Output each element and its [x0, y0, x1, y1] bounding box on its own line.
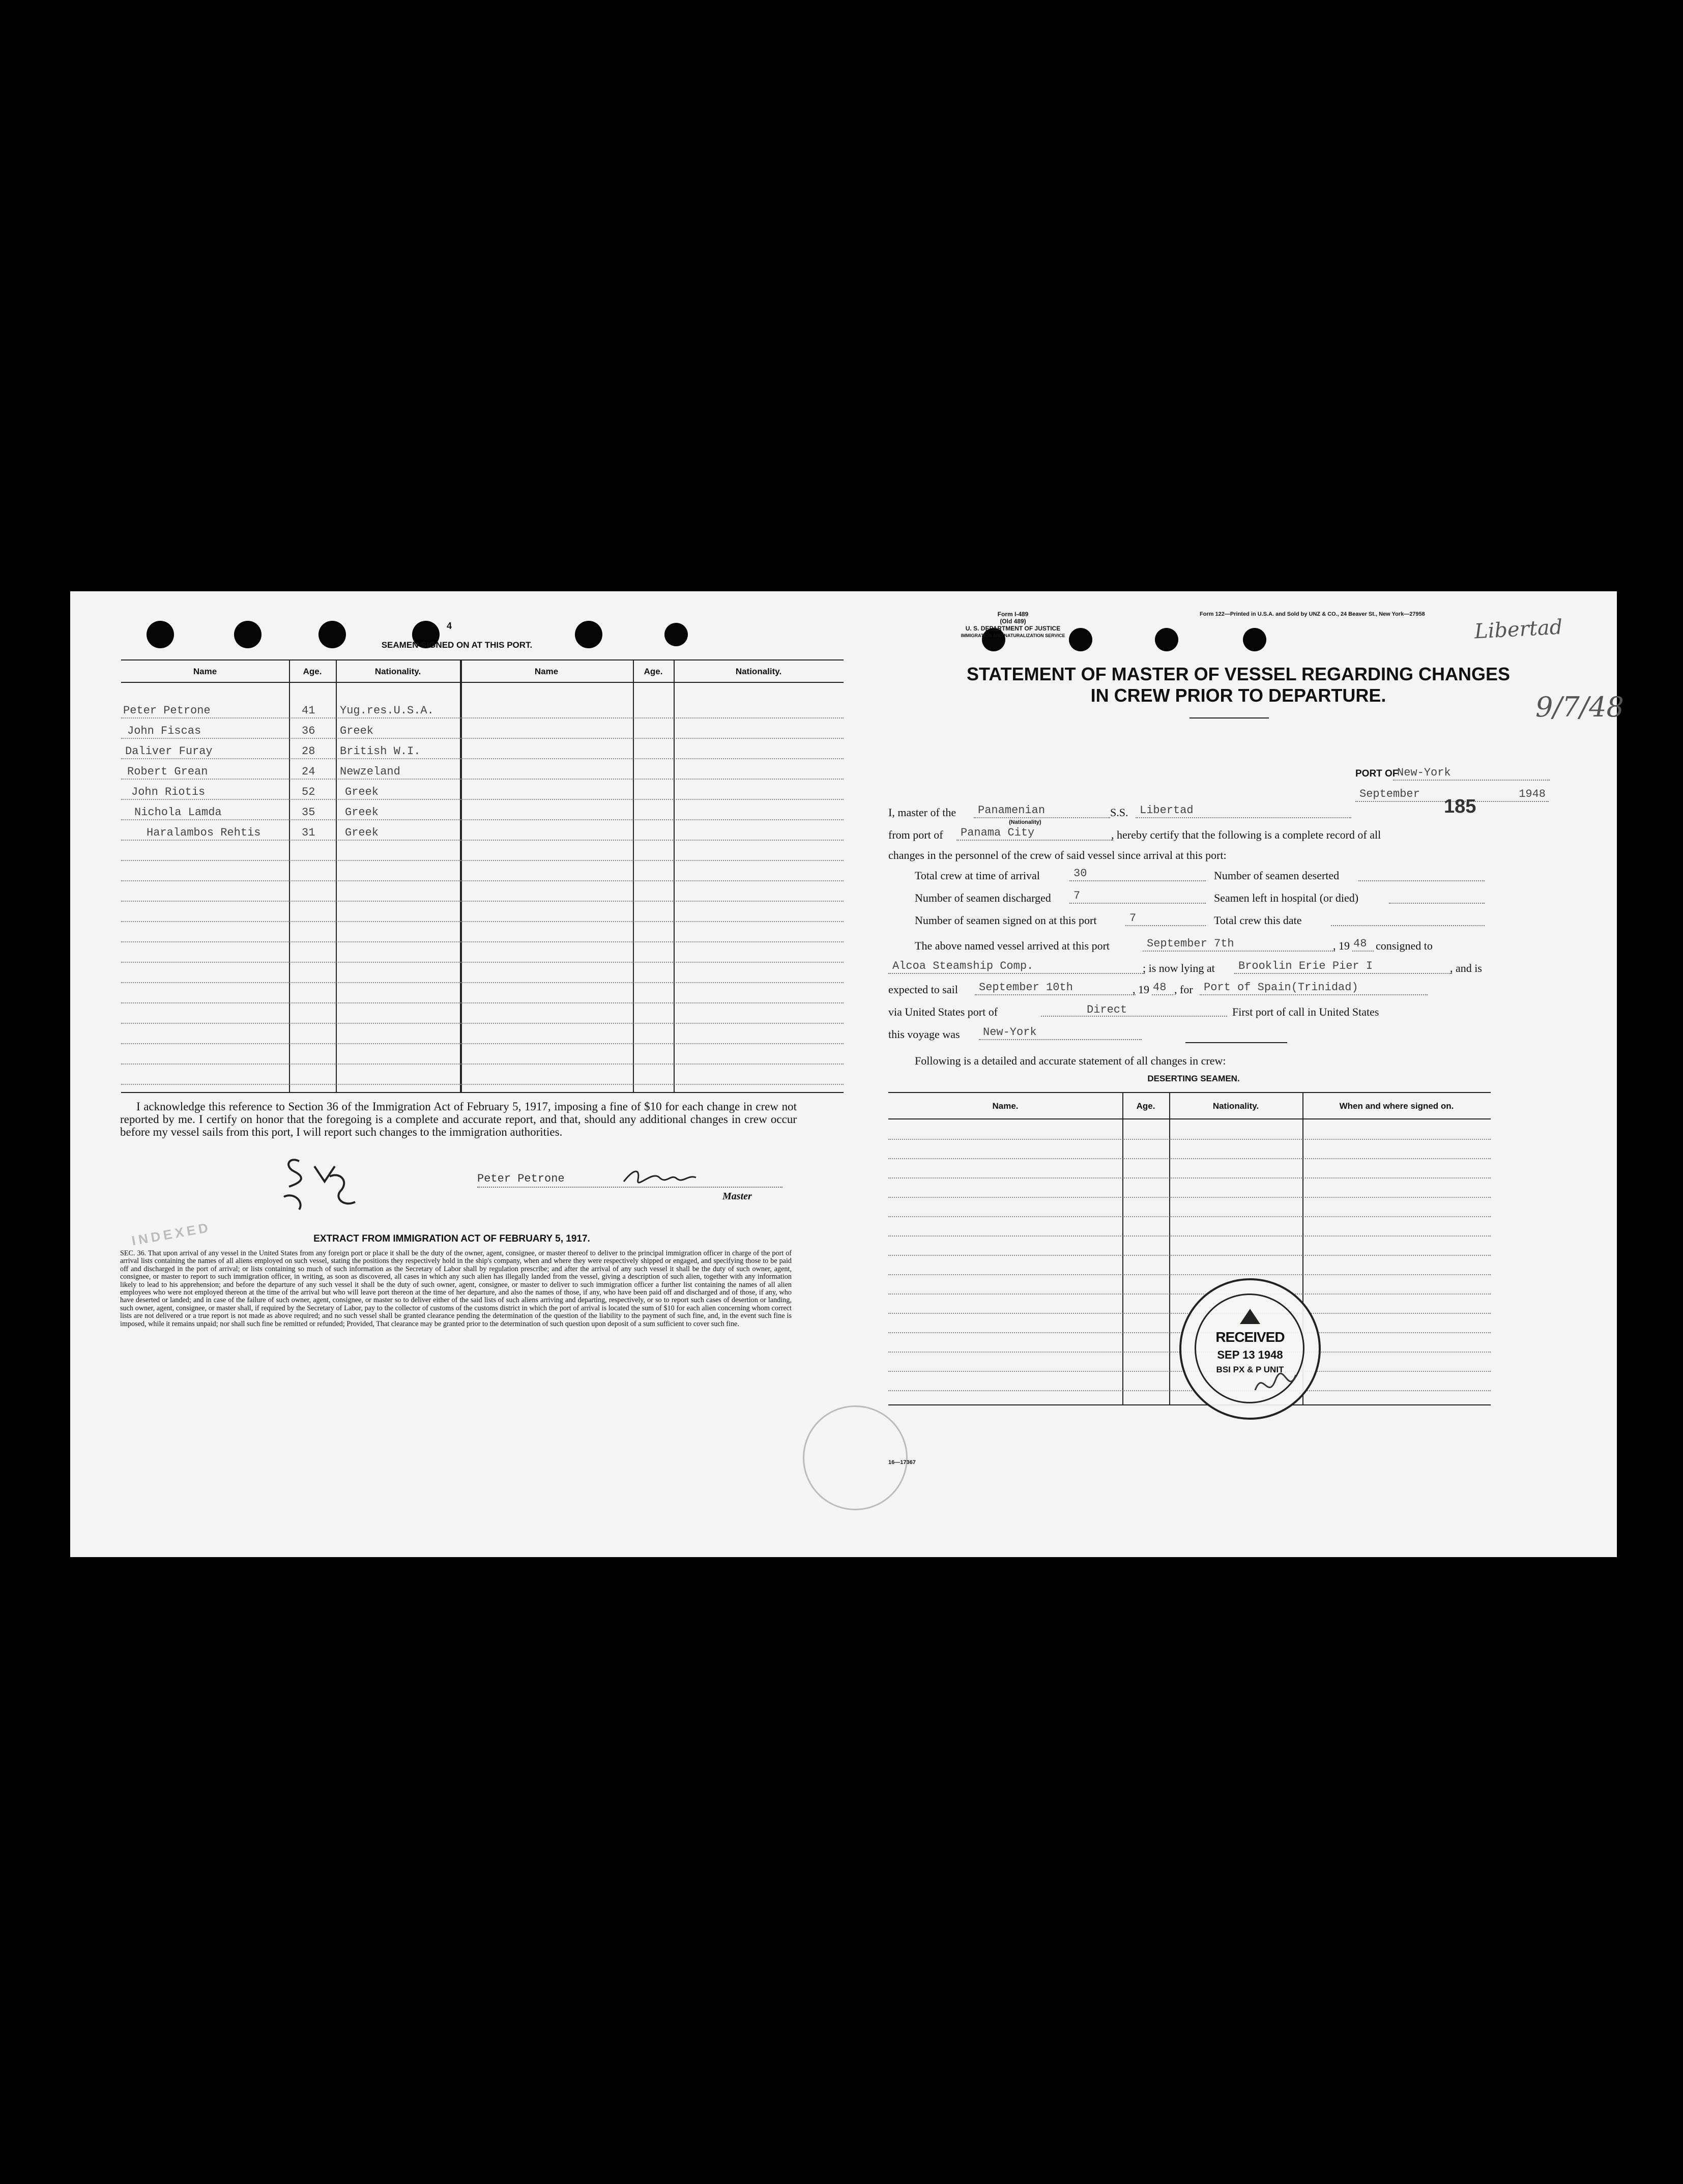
punch-hole	[664, 623, 688, 646]
table-row-rule	[121, 819, 844, 820]
crew-nationality: Greek	[345, 786, 379, 798]
section-title: SEAMEN SIGNED ON AT THIS PORT.	[381, 640, 533, 650]
punch-hole	[1243, 628, 1266, 651]
port-value: New-York	[1393, 766, 1550, 781]
destination-value: Port of Spain(Trinidad)	[1200, 981, 1428, 995]
deserting-title: DESERTING SEAMEN.	[1147, 1074, 1240, 1083]
date-value: September	[1355, 788, 1471, 802]
handwritten-vessel: Libertad	[1473, 615, 1563, 644]
from-port-label: from port of	[888, 828, 943, 841]
faint-stamp	[803, 1405, 908, 1510]
deserted-value	[1358, 867, 1485, 881]
crew-age: 31	[302, 826, 315, 839]
punch-hole	[234, 621, 262, 648]
crew-nationality: Yug.res.U.S.A.	[340, 704, 434, 717]
crew-nationality: Greek	[345, 806, 379, 819]
nationality-value: Panamenian	[974, 804, 1110, 818]
deserting-row-rule	[888, 1274, 1491, 1275]
title-line-2: IN CREW PRIOR TO DEPARTURE.	[1090, 685, 1386, 706]
column-divider	[336, 659, 337, 1092]
title-line-1: STATEMENT OF MASTER OF VESSEL REGARDING CHANGES	[966, 664, 1511, 684]
stamp-date: SEP 13 1948	[1217, 1348, 1283, 1361]
arrived-label: The above named vessel arrived at this port	[915, 939, 1110, 952]
crew-age: 35	[302, 806, 315, 819]
table-row-rule	[121, 962, 844, 963]
table-row-rule	[121, 1084, 844, 1085]
table-row-rule	[121, 921, 844, 922]
deserting-row-rule	[888, 1139, 1491, 1140]
arrived-year-value: 48	[1352, 937, 1374, 952]
master-label: Master	[722, 1191, 752, 1202]
crew-nationality: Greek	[340, 725, 374, 737]
service: IMMIGRATION AND NATURALIZATION SERVICE	[961, 633, 1065, 638]
punch-hole	[1069, 628, 1092, 651]
table-bottom-rule	[121, 1092, 844, 1093]
column-header-nationality: Nationality.	[735, 667, 782, 676]
nationality-caption: (Nationality)	[1009, 819, 1041, 825]
column-divider	[633, 659, 634, 1092]
table-row-rule	[121, 1023, 844, 1024]
acknowledgment-text: I acknowledge this reference to Section 36 of the Immigration Act of February 5, 1917, imposing a fine of $10 for each change in crew not reported by me. I certify on honor that the foregoing is a complete and accurate report, and that, should any additional changes in crew occur before my vessel sails from this port, I will report such changes to the immigration authorities.	[120, 1100, 797, 1138]
consigned-label: consigned to	[1376, 939, 1433, 952]
table-row-rule	[121, 982, 844, 983]
table-row-rule	[121, 758, 844, 759]
signed-on-label: Number of seamen signed on at this port	[915, 914, 1097, 927]
table-top-rule	[121, 659, 844, 660]
table-row-rule	[121, 717, 844, 719]
punch-hole	[147, 621, 174, 648]
expected-label: expected to sail	[888, 983, 958, 996]
crew-nationality: Greek	[345, 826, 379, 839]
and-is-label: , and is	[1450, 962, 1482, 974]
via-value: Direct	[1041, 1003, 1227, 1017]
page-number: 4	[447, 621, 452, 631]
deserting-row-rule	[888, 1177, 1491, 1179]
deserting-row-rule	[888, 1216, 1491, 1217]
handwritten-initials	[269, 1151, 370, 1212]
right-page	[844, 591, 1624, 1557]
deserted-label: Number of seamen deserted	[1214, 869, 1340, 882]
stamp-arrow-icon	[1237, 1309, 1263, 1329]
hospital-label: Seamen left in hospital (or died)	[1214, 892, 1359, 904]
port-label: PORT OF	[1355, 768, 1399, 779]
crew-age: 52	[302, 786, 315, 798]
column-header-age: Age.	[644, 667, 663, 676]
deserting-row-rule	[888, 1390, 1491, 1391]
master-name: Peter Petrone	[477, 1172, 565, 1185]
column-divider	[674, 659, 675, 1092]
crew-age: 36	[302, 725, 315, 737]
number-stamp: 185	[1444, 796, 1476, 817]
extract-title: EXTRACT FROM IMMIGRATION ACT OF FEBRUARY 5, 1917.	[313, 1233, 590, 1244]
total-arrival-label: Total crew at time of arrival	[915, 869, 1040, 882]
following-text: Following is a detailed and accurate statement of all changes in crew:	[915, 1054, 1226, 1067]
discharged-label: Number of seamen discharged	[915, 892, 1051, 904]
department: U. S. DEPARTMENT OF JUSTICE	[965, 625, 1061, 632]
crew-name: Nichola Lamda	[134, 806, 222, 819]
punch-hole	[1155, 628, 1178, 651]
lying-label: ; is now lying at	[1143, 962, 1215, 974]
received-stamp	[1179, 1278, 1321, 1420]
master-signature	[620, 1164, 701, 1188]
certify-text: , hereby certify that the following is a complete record of all	[1111, 828, 1381, 841]
crew-nationality: Newzeland	[340, 765, 400, 778]
table-row-rule	[121, 1064, 844, 1065]
deserting-header-nationality: Nationality.	[1212, 1101, 1259, 1111]
ss-label: S.S.	[1110, 806, 1128, 819]
column-header-name: Name	[193, 667, 217, 676]
stamp-received-word: RECEIVED	[1215, 1329, 1285, 1345]
table-row-rule	[121, 901, 844, 902]
title-underline	[1189, 717, 1269, 719]
deserting-row-rule	[888, 1255, 1491, 1256]
deserting-header-signed-on: When and where signed on.	[1339, 1101, 1454, 1111]
voyage-rule	[1185, 1042, 1287, 1043]
deserting-header-rule	[888, 1118, 1491, 1119]
discharged-value: 7	[1069, 889, 1206, 904]
handwritten-date: 9/7/48	[1535, 691, 1624, 723]
table-row-rule	[121, 738, 844, 739]
crew-nationality: British W.I.	[340, 745, 421, 758]
crew-age: 28	[302, 745, 315, 758]
via-label: via United States port of	[888, 1005, 998, 1018]
hospital-value	[1389, 889, 1485, 904]
deserting-row-rule	[888, 1197, 1491, 1198]
table-row-rule	[121, 799, 844, 800]
deserting-row-rule	[888, 1235, 1491, 1237]
stamp-scribble	[1253, 1370, 1298, 1400]
crew-age: 41	[302, 704, 315, 717]
crew-name: Daliver Furay	[125, 745, 213, 758]
total-arrival-value: 30	[1069, 867, 1206, 881]
form-number-block	[954, 611, 1071, 639]
statute-text: SEC. 36. That upon arrival of any vessel in the United States from any foreign port or place it shall be the duty of the owner, agent, consignee, or master thereof to deliver to the principal immigration officer in charge of the port of arrival lists containing the names of all aliens employed on such vessel, stating the positions they respectively hold in the ship's company, when and where they were respectively shipped or engaged, and specifying those to be paid off and discharged in the port of arrival; or lists containing so much of such information as the Secretary of Labor shall by regulation prescribe; and after the arrival of any such vessel it shall be the duty of such owner, agent, consignee, or master to report to such immigration officer, in writing, as soon as discovered, all cases in which any such alien has illegally landed from the vessel, giving a description of such alien, together with any information likely to lead to his apprehension; and before the departure of any such vessel it shall be the duty of such owner, agent, consignee, or master to deliver to such immigration officer a further list containing the names of all alien employees who were not employed thereon at the time of the arrival but who will leave port thereon at the time of her departure, and also the names of those, if any, who have been paid off and discharged and of those, if any, who have deserted or landed; and in case of the failure of such owner, agent, consignee, or master so to deliver either of the said lists of such aliens arriving and departing, respectively, or so to report such cases of desertion or landing, such owner, agent, consignee, or master shall, if required by the Secretary of Labor, pay to the collector of customs of the customs district in which the port of arrival is located the sum of $10 for each alien concerning whom correct lists are not delivered or a true report is not made as above required; and no such vessel shall be granted clearance pending the determination of the question of the liability to the payment of such fine, and, in the event such fine is imposed, while it remains unpaid; nor shall such fine be remitted or refunded; Provided, That clearance may be granted prior to the determination of such question upon deposit of a sum sufficient to cover such fine.	[120, 1249, 792, 1328]
first-port-label: First port of call in United States	[1232, 1005, 1379, 1018]
for-label: , for	[1174, 983, 1193, 996]
vessel-value: Libertad	[1136, 804, 1351, 818]
crew-name: Robert Grean	[127, 765, 208, 778]
deserting-header-age: Age.	[1136, 1101, 1155, 1111]
signed-on-value: 7	[1125, 912, 1206, 926]
deserting-row-rule	[888, 1294, 1491, 1295]
master-of-label: I, master of the	[888, 806, 956, 819]
document-sheet	[70, 591, 1624, 1557]
table-header-rule	[121, 682, 844, 683]
column-divider	[460, 659, 462, 1092]
arrived-year-prefix: , 19	[1333, 939, 1350, 952]
voyage-label: this voyage was	[888, 1028, 960, 1041]
voyage-value: New-York	[979, 1026, 1142, 1040]
footer-code: 16—17367	[888, 1459, 916, 1465]
column-header-age: Age.	[303, 667, 322, 676]
deserting-bottom-rule	[888, 1404, 1491, 1405]
table-row-rule	[121, 880, 844, 881]
table-row-rule	[121, 1043, 844, 1044]
stamp-unit: BSI PX & P UNIT	[1216, 1365, 1284, 1374]
changes-text: changes in the personnel of the crew of said vessel since arrival at this port:	[888, 849, 1227, 861]
form-number: Form I-489	[997, 611, 1029, 618]
table-row-rule	[121, 779, 844, 780]
expected-year-value: 48	[1152, 981, 1173, 995]
deserting-top-rule	[888, 1092, 1491, 1093]
table-row-rule	[121, 1002, 844, 1003]
expected-year-prefix: , 19	[1133, 983, 1149, 996]
crew-name: Peter Petrone	[123, 704, 211, 717]
printer-note: Form 122—Printed in U.S.A. and Sold by UNZ & CO., 24 Beaver St., New York—27958	[1200, 611, 1425, 617]
indexed-stamp: INDEXED	[130, 1219, 212, 1249]
total-today-label: Total crew this date	[1214, 914, 1302, 927]
left-page	[70, 591, 844, 1557]
column-header-name: Name	[534, 667, 559, 676]
year-value: 1948	[1467, 788, 1549, 802]
form-old-number: (Old 489)	[1000, 618, 1026, 625]
crew-name: Haralambos Rehtis	[147, 826, 261, 839]
column-header-nationality: Nationality.	[374, 667, 421, 676]
crew-name: John Riotis	[131, 786, 206, 798]
total-today-value	[1331, 912, 1485, 926]
crew-age: 24	[302, 765, 315, 778]
lying-value: Brooklin Erie Pier I	[1234, 960, 1452, 974]
from-port-value: Panama City	[956, 826, 1113, 841]
table-row-rule	[121, 840, 844, 841]
expected-value: September 10th	[975, 981, 1136, 995]
table-row-rule	[121, 941, 844, 942]
consignee-value: Alcoa Steamship Comp.	[888, 960, 1145, 974]
deserting-row-rule	[888, 1158, 1491, 1159]
column-divider	[289, 659, 290, 1092]
form-title	[959, 664, 1518, 706]
deserting-header-name: Name.	[992, 1101, 1019, 1111]
arrived-value: September 7th	[1143, 937, 1335, 952]
table-row-rule	[121, 860, 844, 861]
crew-name: John Fiscas	[127, 725, 201, 737]
